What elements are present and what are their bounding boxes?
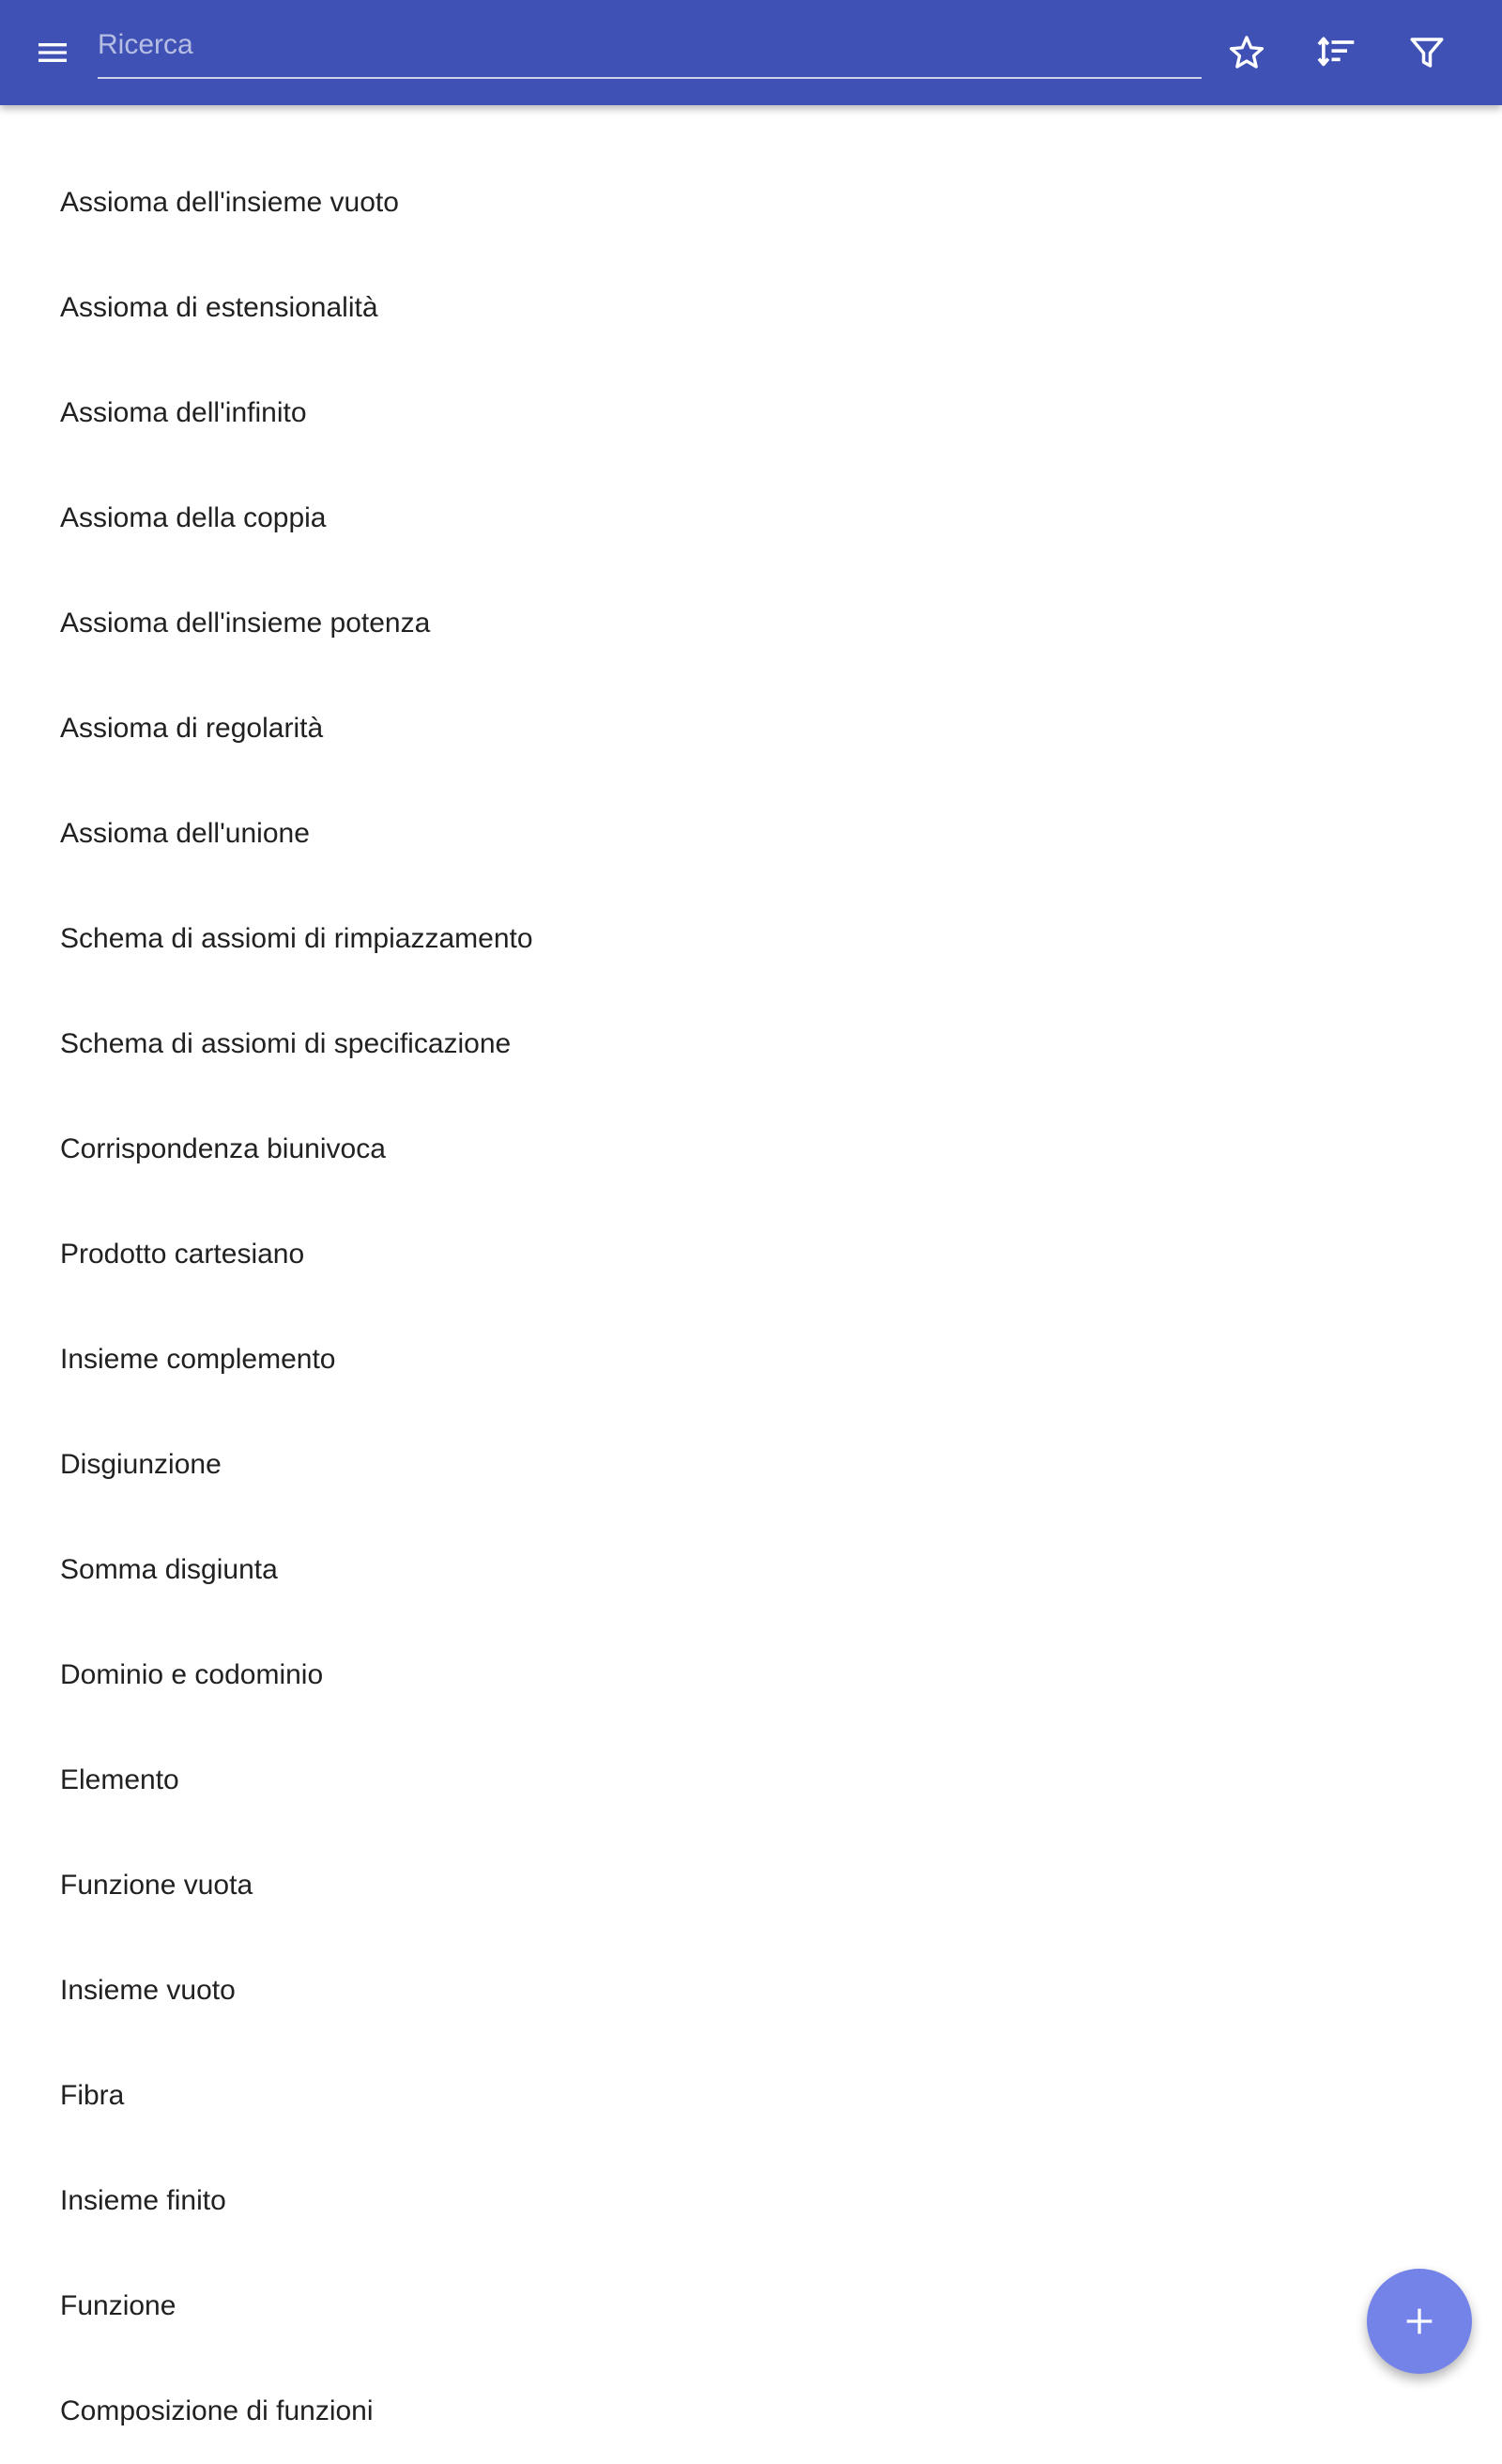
star-outline-icon [1227,33,1266,72]
list-item-label: Insieme complemento [60,1344,336,1375]
list-item[interactable] [0,886,1502,992]
list-item-label: Fibra [60,2080,125,2111]
menu-button[interactable] [23,23,83,83]
list-item[interactable] [0,2043,1502,2148]
list-item[interactable] [0,361,1502,466]
list-item-label: Schema di assiomi di specificazione [60,1028,512,1059]
list-item[interactable] [0,2254,1502,2359]
list-item[interactable] [0,2148,1502,2254]
list-item-label: Elemento [60,1764,179,1795]
list-item-label: Funzione [60,2290,176,2321]
list-item[interactable] [0,255,1502,361]
list-item-label: Somma disgiunta [60,1554,278,1585]
list-item-label: Schema di assiomi di rimpiazzamento [60,923,533,954]
list-item[interactable] [0,150,1502,255]
list-item[interactable] [0,1623,1502,1728]
topics-list [0,105,1502,2426]
list-item-label: Assioma dell'insieme potenza [60,608,431,639]
favorites-button[interactable] [1217,23,1277,83]
list-item-label: Assioma di estensionalità [60,292,378,323]
list-item-label: Corrispondenza biunivoca [60,1133,386,1164]
list-item[interactable] [0,2359,1502,2464]
list-item-label: Funzione vuota [60,1870,253,1901]
list-item-label: Composizione di funzioni [60,2395,374,2426]
list-item[interactable] [0,1097,1502,1202]
list-item-label: Insieme finito [60,2185,226,2216]
filter-icon [1407,33,1447,72]
search-input[interactable] [98,19,1202,71]
filter-button[interactable] [1397,23,1457,83]
list-item[interactable] [0,1412,1502,1517]
list-item-label: Assioma dell'insieme vuoto [60,187,399,218]
list-item[interactable] [0,1728,1502,1833]
list-item[interactable] [0,1517,1502,1623]
list-item-label: Dominio e codominio [60,1659,324,1690]
list-item[interactable] [0,466,1502,571]
list-item[interactable] [0,1202,1502,1307]
list-item-label: Assioma della coppia [60,502,327,533]
sort-button[interactable] [1307,23,1367,83]
list-item[interactable] [0,1938,1502,2043]
add-button[interactable] [1367,2269,1472,2374]
list-item[interactable] [0,676,1502,781]
list-item-label: Prodotto cartesiano [60,1239,305,1270]
sort-icon [1316,32,1357,73]
list-item-label: Assioma dell'unione [60,818,310,849]
search-field [98,19,1202,79]
list-item-label: Disgiunzione [60,1449,222,1480]
app-bar [0,0,1502,105]
list-item[interactable] [0,781,1502,886]
list-item-label: Insieme vuoto [60,1975,236,2006]
menu-icon [34,34,71,71]
list-item-label: Assioma dell'infinito [60,397,307,428]
list-item-label: Assioma di regolarità [60,713,324,744]
list-item[interactable] [0,992,1502,1097]
list-item[interactable] [0,1833,1502,1938]
list-item[interactable] [0,1307,1502,1412]
plus-icon [1401,2302,1438,2340]
list-item[interactable] [0,571,1502,676]
